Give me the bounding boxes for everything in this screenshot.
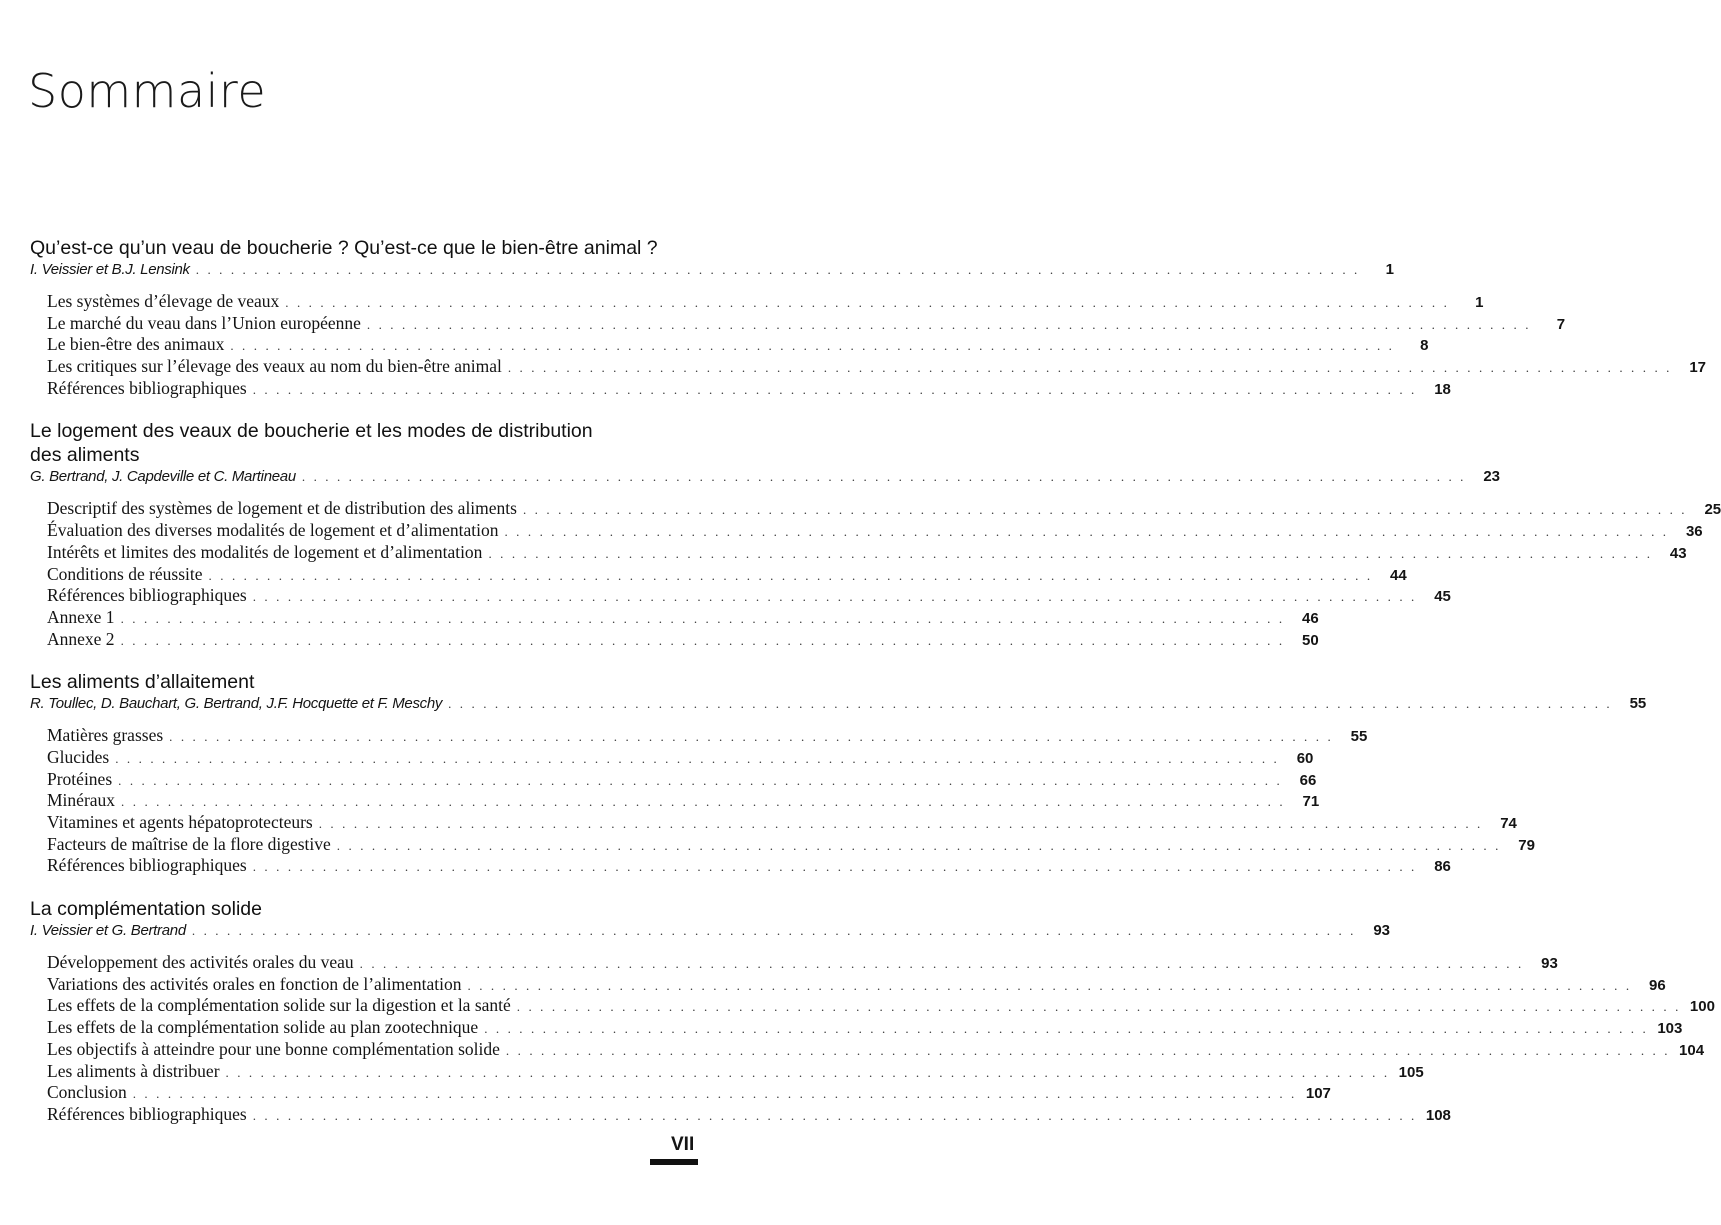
toc-entry-page-number: 93	[1541, 955, 1558, 973]
toc-entry-page-number: 43	[1669, 544, 1687, 562]
dot-leader: . . . . . . . . . . . . . . . . . . . . . . . . . . . . . . . . . . . . . . . . . . . . . . . . . . . . . . . . . . . . . . . . . . . . . . . . . . . . . . . . . . . . . . . . . . . . . . . . . . . .	[132, 1086, 1297, 1102]
dot-leader: . . . . . . . . . . . . . . . . . . . . . . . . . . . . . . . . . . . . . . . . . . . . . . . . . . . . . . . . . . . . . . . . . . . . . . . . . . . . . . . . . . . . . . . . . . . . . . . . . . . .	[285, 295, 1450, 310]
section-authors-page-number: 93	[1373, 922, 1391, 940]
dot-leader: . . . . . . . . . . . . . . . . . . . . . . . . . . . . . . . . . . . . . . . . . . . . . . . . . . . . . . . . . . . . . . . . . . . . . . . . . . . . . . . . . . . . . . . . . . . . . . . . . . . .	[467, 977, 1632, 993]
dot-leader: . . . . . . . . . . . . . . . . . . . . . . . . . . . . . . . . . . . . . . . . . . . . . . . . . . . . . . . . . . . . . . . . . . . . . . . . . . . . . . . . . . . . . . . . . . . . . . . . . . . .	[252, 589, 1417, 605]
toc-entry-page-number: 36	[1685, 523, 1703, 541]
section-authors	[30, 261, 1394, 285]
toc-entry	[47, 973, 1666, 996]
toc-entry-page-number: 45	[1434, 588, 1451, 606]
toc-entry-label: Conclusion	[47, 1082, 127, 1103]
section-authors-label: I. Veissier et B.J. Lensink	[30, 261, 190, 278]
toc-entry	[47, 291, 1484, 313]
toc-entry-page-number: 103	[1657, 1020, 1683, 1038]
toc-entry	[47, 855, 1451, 877]
toc-entry	[47, 541, 1687, 564]
toc-entry-label: Vitamines et agents hépatoprotecteurs	[47, 812, 313, 832]
toc-entry-page-number: 55	[1350, 728, 1368, 746]
toc-entry-label: Références bibliographiques	[47, 585, 247, 606]
dot-leader: . . . . . . . . . . . . . . . . . . . . . . . . . . . . . . . . . . . . . . . . . . . . . . . . . . . . . . . . . . . . . . . . . . . . . . . . . . . . . . . . . . . . . . . . . . . . . . . . . . . .	[252, 1107, 1417, 1123]
dot-leader: . . . . . . . . . . . . . . . . . . . . . . . . . . . . . . . . . . . . . . . . . . . . . . . . . . . . . . . . . . . . . . . . . . . . . . . . . . . . . . . . . . . . . . . . . . . . . . . . . . . .	[336, 837, 1501, 853]
page-folio: VII	[671, 1134, 695, 1155]
toc-entry	[47, 498, 1721, 520]
toc-entry-label: Annexe 2	[47, 628, 115, 649]
toc-entry	[47, 606, 1319, 629]
section-title: Le logement des veaux de boucherie et les modes de distribution des aliments	[30, 420, 593, 467]
dot-leader: . . . . . . . . . . . . . . . . . . . . . . . . . . . . . . . . . . . . . . . . . . . . . . . . . . . . . . . . . . . . . . . . . . . . . . . . . . . . . . . . . . . . . . . . . . . . . . . . . . . .	[118, 772, 1283, 788]
toc-entry	[47, 1082, 1331, 1104]
toc-entry-label: Les critiques sur l’élevage des veaux au nom du bien-être animal	[47, 356, 502, 377]
toc-entry-label: Références bibliographiques	[47, 855, 247, 876]
toc-entry-page-number: 86	[1434, 858, 1451, 876]
section-authors-label: I. Veissier et G. Bertrand	[30, 922, 186, 940]
section-authors	[30, 695, 1647, 719]
dot-leader: . . . . . . . . . . . . . . . . . . . . . . . . . . . . . . . . . . . . . . . . . . . . . . . . . . . . . . . . . . . . . . . . . . . . . . . . . . . . . . . . . . . . . . . . . . . . . . . . . . . .	[120, 632, 1285, 648]
dot-leader: . . . . . . . . . . . . . . . . . . . . . . . . . . . . . . . . . . . . . . . . . . . . . . . . . . . . . . . . . . . . . . . . . . . . . . . . . . . . . . . . . . . . . . . . . . . . . . . . . . . .	[366, 316, 1532, 332]
page-title: Sommaire	[28, 64, 267, 118]
toc-entry-label: Références bibliographiques	[47, 377, 247, 398]
toc-entry-label: Les systèmes d’élevage de veaux	[47, 291, 280, 311]
dot-leader: . . . . . . . . . . . . . . . . . . . . . . . . . . . . . . . . . . . . . . . . . . . . . . . . . . . . . . . . . . . . . . . . . . . . . . . . . . . . . . . . . . . . . . . . . . . . . . . . . . . .	[230, 338, 1395, 354]
toc-entry	[47, 563, 1407, 586]
toc-entry	[47, 356, 1706, 378]
toc-entry	[47, 628, 1319, 651]
dot-leader: . . . . . . . . . . . . . . . . . . . . . . . . . . . . . . . . . . . . . . . . . . . . . . . . . . . . . . . . . . . . . . . . . . . . . . . . . . . . . . . . . . . . . . . . . . . . . . . . . . . .	[169, 729, 1334, 745]
section-authors-page-number: 1	[1385, 261, 1394, 278]
toc-entry-label: Le bien-être des animaux	[47, 334, 225, 355]
toc-entry-page-number: 44	[1390, 566, 1407, 584]
toc-entry-page-number: 60	[1296, 749, 1314, 767]
toc-entry	[47, 833, 1535, 856]
dot-leader: . . . . . . . . . . . . . . . . . . . . . . . . . . . . . . . . . . . . . . . . . . . . . . . . . . . . . . . . . . . . . . . . . . . . . . . . . . . . . . . . . . . . . . . . . . . . . . . . . . . .	[121, 794, 1286, 810]
dot-leader: . . . . . . . . . . . . . . . . . . . . . . . . . . . . . . . . . . . . . . . . . . . . . . . . . . . . . . . . . . . . . . . . . . . . . . . . . . . . . . . . . . . . . . . . . . . . . . . . . . . .	[120, 610, 1285, 626]
folio-rule	[650, 1159, 698, 1165]
toc-entry-page-number: 66	[1299, 771, 1317, 789]
section-title: Les aliments d’allaitement	[30, 671, 255, 694]
toc-entry	[47, 1017, 1683, 1039]
toc-entry-page-number: 17	[1689, 359, 1706, 377]
toc-entry	[47, 334, 1429, 356]
dot-leader: . . . . . . . . . . . . . . . . . . . . . . . . . . . . . . . . . . . . . . . . . . . . . . . . . . . . . . . . . . . . . . . . . . . . . . . . . . . . . . . . . . . . . . . . . . . . . . . . . . . .	[252, 859, 1417, 875]
dot-leader: . . . . . . . . . . . . . . . . . . . . . . . . . . . . . . . . . . . . . . . . . . . . . . . . . . . . . . . . . . . . . . . . . . . . . . . . . . . . . . . . . . . . . . . . . . . . . . . . . . . .	[252, 381, 1417, 397]
section-authors-label: R. Toullec, D. Bauchart, G. Bertrand, J.F. Hocquette et F. Meschy	[30, 695, 443, 713]
toc-entry	[47, 812, 1517, 834]
toc-section	[30, 419, 1721, 650]
dot-leader: . . . . . . . . . . . . . . . . . . . . . . . . . . . . . . . . . . . . . . . . . . . . . . . . . . . . . . . . . . . . . . . . . . . . . . . . . . . . . . . . . . . . . . . . . . . . . . . . . . . .	[225, 1064, 1390, 1080]
dot-leader: . . . . . . . . . . . . . . . . . . . . . . . . . . . . . . . . . . . . . . . . . . . . . . . . . . . . . . . . . . . . . . . . . . . . . . . . . . . . . . . . . . . . . . . . . . . . . . . . . . . .	[195, 262, 1360, 277]
section-title: La complémentation solide	[30, 898, 262, 921]
toc-entry-page-number: 79	[1518, 836, 1535, 854]
toc-entry-page-number: 107	[1305, 1085, 1331, 1103]
toc-entry-label: Les effets de la complémentation solide sur la digestion et la santé	[47, 995, 511, 1016]
toc-entry-label: Conditions de réussite	[47, 563, 203, 584]
toc-entry-label: Variations des activités orales en fonction de l’alimentation	[47, 973, 462, 994]
toc-entry-label: Annexe 1	[47, 606, 115, 627]
toc-entry-label: Matières grasses	[47, 725, 164, 746]
toc-entry-page-number: 50	[1302, 631, 1319, 649]
section-authors-label: G. Bertrand, J. Capdeville et C. Martineau	[30, 468, 296, 486]
toc-entry-page-number: 100	[1689, 998, 1715, 1016]
toc-entry-page-number: 25	[1704, 501, 1721, 519]
toc-entry-label: Le marché du veau dans l’Union européenne	[47, 312, 361, 333]
dot-leader: . . . . . . . . . . . . . . . . . . . . . . . . . . . . . . . . . . . . . . . . . . . . . . . . . . . . . . . . . . . . . . . . . . . . . . . . . . . . . . . . . . . . . . . . . . . . . . . . . . . .	[522, 502, 1688, 518]
dot-leader: . . . . . . . . . . . . . . . . . . . . . . . . . . . . . . . . . . . . . . . . . . . . . . . . . . . . . . . . . . . . . . . . . . . . . . . . . . . . . . . . . . . . . . . . . . . . . . . . . . . .	[504, 524, 1669, 540]
section-authors-page-number: 23	[1483, 468, 1501, 486]
toc-entry-page-number: 7	[1556, 315, 1566, 333]
toc-entry	[47, 520, 1703, 542]
toc-entry-page-number: 1	[1475, 294, 1484, 311]
toc-entry-page-number: 104	[1679, 1041, 1705, 1059]
dot-leader: . . . . . . . . . . . . . . . . . . . . . . . . . . . . . . . . . . . . . . . . . . . . . . . . . . . . . . . . . . . . . . . . . . . . . . . . . . . . . . . . . . . . . . . . . . . . . . . . . . . .	[488, 545, 1653, 561]
toc-entry-label: Minéraux	[47, 790, 116, 811]
toc-entry-label: Descriptif des systèmes de logement et de distribution des aliments	[47, 498, 517, 519]
toc-entry-label: Facteurs de maîtrise de la flore digestive	[47, 833, 331, 854]
toc-entry	[47, 585, 1451, 607]
toc-entry	[47, 768, 1317, 791]
toc-entry-page-number: 8	[1420, 337, 1429, 355]
toc-entry-label: Les aliments à distribuer	[47, 1060, 220, 1081]
toc-entry-label: Protéines	[47, 768, 113, 789]
toc-entry	[47, 312, 1566, 335]
toc-entry-label: Développement des activités orales du veau	[47, 952, 354, 973]
toc-entry	[47, 952, 1558, 974]
dot-leader: . . . . . . . . . . . . . . . . . . . . . . . . . . . . . . . . . . . . . . . . . . . . . . . . . . . . . . . . . . . . . . . . . . . . . . . . . . . . . . . . . . . . . . . . . . . . . . . . . . . .	[115, 750, 1280, 766]
section-authors-page-number: 55	[1629, 695, 1647, 713]
toc-entry-label: Les objectifs à atteindre pour une bonne complémentation solide	[47, 1038, 500, 1059]
toc-entry-label: Intérêts et limites des modalités de logement et d’alimentation	[47, 541, 483, 562]
toc-entry-label: Glucides	[47, 746, 110, 767]
toc-section	[30, 236, 1706, 399]
dot-leader: . . . . . . . . . . . . . . . . . . . . . . . . . . . . . . . . . . . . . . . . . . . . . . . . . . . . . . . . . . . . . . . . . . . . . . . . . . . . . . . . . . . . . . . . . . . . . . . . . . . .	[301, 469, 1467, 485]
toc-section	[30, 897, 1715, 1126]
toc-entry-page-number: 74	[1500, 815, 1517, 832]
toc-entry	[47, 790, 1320, 812]
toc-entry-page-number: 18	[1434, 380, 1451, 398]
dot-leader: . . . . . . . . . . . . . . . . . . . . . . . . . . . . . . . . . . . . . . . . . . . . . . . . . . . . . . . . . . . . . . . . . . . . . . . . . . . . . . . . . . . . . . . . . . . . . . . . . . . .	[505, 1042, 1671, 1058]
section-authors	[30, 468, 1501, 492]
toc-entry-page-number: 105	[1398, 1063, 1424, 1081]
toc-entry-label: Les effets de la complémentation solide au plan zootechnique	[47, 1017, 479, 1038]
toc-entry	[47, 1103, 1451, 1126]
dot-leader: . . . . . . . . . . . . . . . . . . . . . . . . . . . . . . . . . . . . . . . . . . . . . . . . . . . . . . . . . . . . . . . . . . . . . . . . . . . . . . . . . . . . . . . . . . . . . . . . . . . .	[191, 923, 1357, 939]
dot-leader: . . . . . . . . . . . . . . . . . . . . . . . . . . . . . . . . . . . . . . . . . . . . . . . . . . . . . . . . . . . . . . . . . . . . . . . . . . . . . . . . . . . . . . . . . . . . . . . . . . . .	[516, 999, 1681, 1015]
toc-entry-label: Références bibliographiques	[47, 1103, 247, 1124]
toc-entry	[47, 377, 1451, 400]
toc-entry	[47, 725, 1368, 747]
toc-entry-page-number: 108	[1425, 1106, 1451, 1124]
toc-entry-page-number: 71	[1302, 793, 1320, 811]
section-authors	[30, 922, 1391, 946]
toc-entry-page-number: 96	[1649, 976, 1666, 994]
toc-entry	[47, 1038, 1705, 1061]
table-of-contents	[30, 236, 1721, 1146]
toc-entry	[47, 995, 1715, 1017]
toc-entry-page-number: 46	[1302, 609, 1319, 627]
dot-leader: . . . . . . . . . . . . . . . . . . . . . . . . . . . . . . . . . . . . . . . . . . . . . . . . . . . . . . . . . . . . . . . . . . . . . . . . . . . . . . . . . . . . . . . . . . . . . . . . . . . .	[507, 360, 1672, 376]
dot-leader: . . . . . . . . . . . . . . . . . . . . . . . . . . . . . . . . . . . . . . . . . . . . . . . . . . . . . . . . . . . . . . . . . . . . . . . . . . . . . . . . . . . . . . . . . . . . . . . . . . . .	[208, 567, 1373, 583]
toc-entry	[47, 746, 1314, 769]
dot-leader: . . . . . . . . . . . . . . . . . . . . . . . . . . . . . . . . . . . . . . . . . . . . . . . . . . . . . . . . . . . . . . . . . . . . . . . . . . . . . . . . . . . . . . . . . . . . . . . . . . . .	[448, 696, 1613, 712]
dot-leader: . . . . . . . . . . . . . . . . . . . . . . . . . . . . . . . . . . . . . . . . . . . . . . . . . . . . . . . . . . . . . . . . . . . . . . . . . . . . . . . . . . . . . . . . . . . . . . . . . . . .	[359, 956, 1524, 972]
section-title: Qu’est-ce qu’un veau de boucherie ? Qu’est-ce que le bien-être animal ?	[30, 237, 658, 259]
toc-entry-label: Évaluation des diverses modalités de logement et d’alimentation	[47, 520, 499, 541]
dot-leader: . . . . . . . . . . . . . . . . . . . . . . . . . . . . . . . . . . . . . . . . . . . . . . . . . . . . . . . . . . . . . . . . . . . . . . . . . . . . . . . . . . . . . . . . . . . . . . . . . . . .	[484, 1021, 1649, 1037]
toc-entry	[47, 1060, 1424, 1083]
dot-leader: . . . . . . . . . . . . . . . . . . . . . . . . . . . . . . . . . . . . . . . . . . . . . . . . . . . . . . . . . . . . . . . . . . . . . . . . . . . . . . . . . . . . . . . . . . . . . . . . . . . .	[318, 816, 1483, 831]
toc-section	[30, 670, 1647, 877]
